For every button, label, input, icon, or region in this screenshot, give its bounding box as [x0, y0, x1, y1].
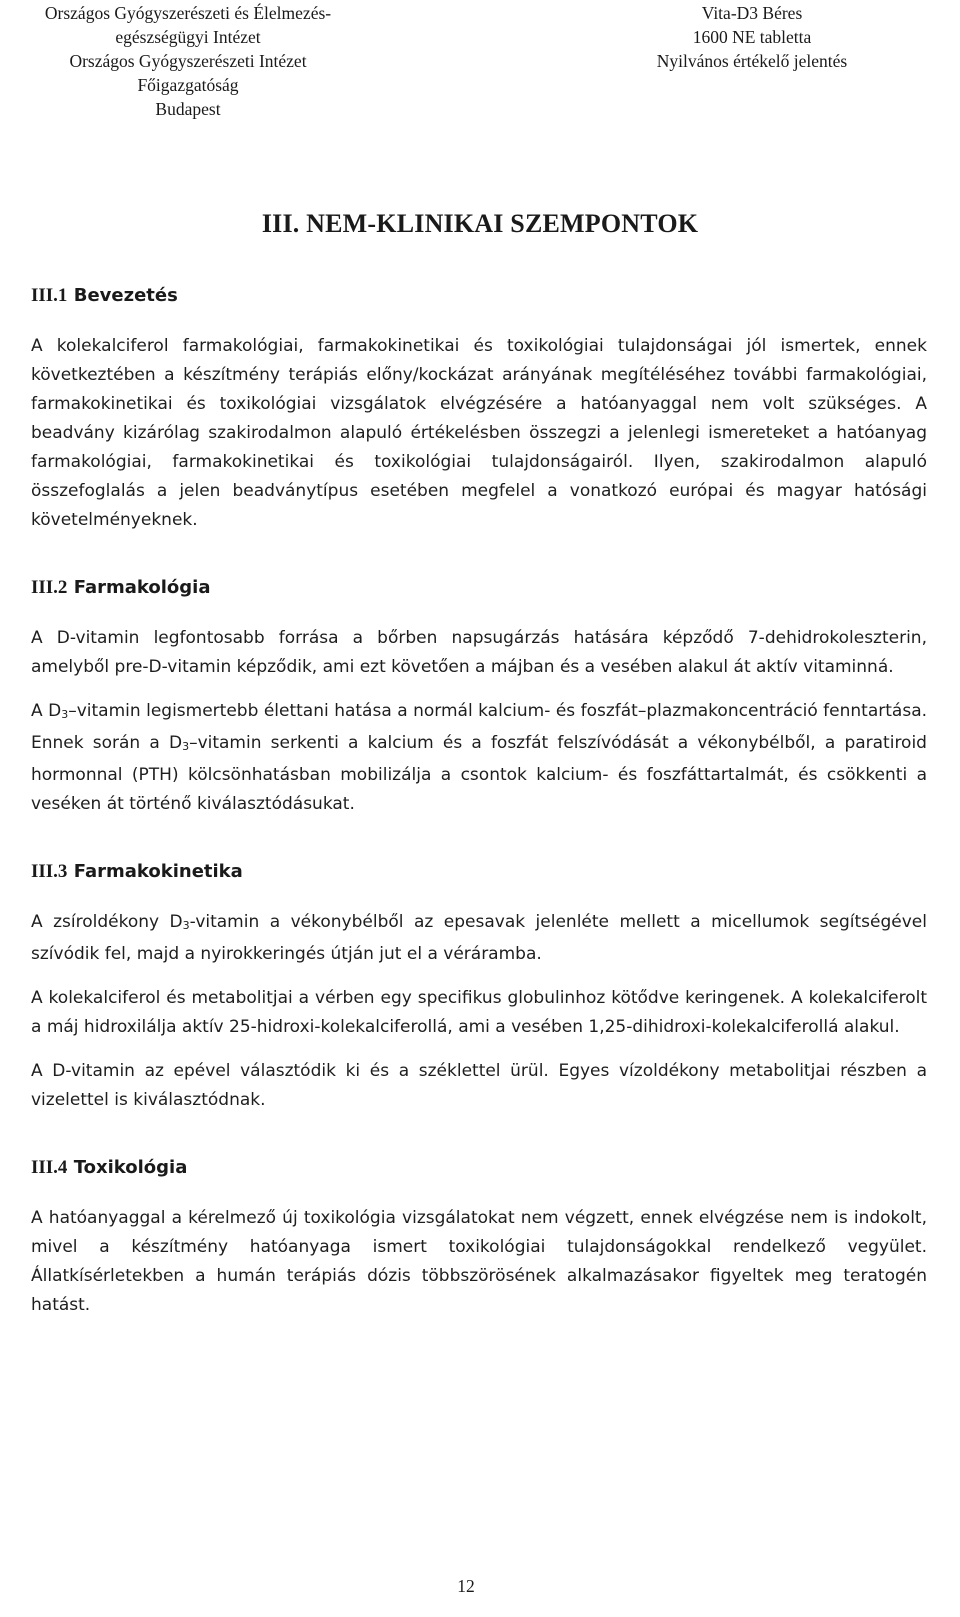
- text-run: –vitamin legismertebb élettani hatása a normál kalcium- és foszfát–plazmakoncentráció fenntartása. Ennek során a D: [31, 701, 928, 753]
- text-run: -vitamin a vékonybélből az epesavak jelenléte mellett a micellumok segítségével szívódik fel, majd a nyirokkeringés útján jut el a véráramba.: [31, 912, 927, 964]
- paragraph: A D-vitamin legfontosabb forrása a bőrben napsugárzás hatására képződő 7-dehidrokoleszterin, amelyből pre-D-vitamin képződik, ami ezt követően a májban és a vesében alakul át aktív vitaminná.: [31, 628, 927, 677]
- text-run: A zsíroldékony D: [31, 912, 183, 932]
- section-heading-introduction: [31, 281, 927, 310]
- section-number: III.4: [31, 1157, 68, 1178]
- section-title-text: Toxikológia: [73, 1157, 188, 1178]
- subscript: 3: [61, 708, 69, 721]
- header-authority: [18, 1, 358, 121]
- section-title-text: Farmakológia: [73, 577, 211, 598]
- text-run: A D: [31, 701, 62, 721]
- header-product: [602, 1, 902, 73]
- text-run: –vitamin serkenti a kalcium és a foszfát felszívódását a vékonybélből, a paratiroid hormonnal (PTH) kölcsönhatásban mobilizálja a csontok kalcium- és foszfáttartalmát, és csökkenti a veséken át történő kiválasztódásukat.: [31, 733, 927, 814]
- paragraph: [31, 908, 927, 969]
- paragraph: A kolekalciferol farmakológiai, farmakokinetikai és toxikológiai tulajdonságai jól ismertek, ennek következtében a készítmény terápiás előny/kockázat arányának megítéléséhez további farmakológiai, farmakokinetikai és toxikológiai vizsgálatok elvégzésére a hatóanyaggal nem volt szükséges. A beadvány kizárólag szakirodalmon alapuló értékelésben összegzi a jelenlegi ismereteket a hatóanyag farmakológiai, farmakokinetikai és toxikológiai tulajdonságairól. Ilyen, szakirodalmon alapuló összefoglalás a jelen beadványtípus esetében megfelel a vonatkozó európai és magyar hatósági követelményeknek.: [31, 336, 927, 530]
- header-left-line-2: egészségügyi Intézet: [115, 27, 261, 47]
- header-left-line-1: Országos Gyógyszerészeti és Élelmezés-: [44, 3, 332, 23]
- paragraph: A kolekalciferol és metabolitjai a vérben egy specifikus globulinhoz kötődve keringenek. A kolekalciferolt a máj hidroxilálja aktív 25-hidroxi-kolekalciferollá, ami a vesében 1,25-dihidroxi-kolekalciferollá alakul.: [31, 988, 927, 1037]
- header-left-line-3: Országos Gyógyszerészeti Intézet: [69, 51, 307, 71]
- paragraph: [31, 697, 927, 819]
- subscript: 3: [182, 740, 190, 753]
- section-title-text: Farmakokinetika: [73, 861, 243, 882]
- subscript: 3: [182, 919, 190, 932]
- paragraph: A D-vitamin az epével választódik ki és a széklettel ürül. Egyes vízoldékony metabolitjai részben a vizelettel is kiválasztódnak.: [31, 1061, 927, 1110]
- header-right-line-1: Vita-D3 Béres: [701, 3, 803, 23]
- page-title: III. NEM-KLINIKAI SZEMPONTOK: [261, 209, 699, 238]
- section-title-text: Bevezetés: [73, 285, 178, 306]
- section-heading-toxicology: [31, 1153, 927, 1182]
- section-number: III.2: [31, 577, 68, 598]
- section-heading-pharmacology: [31, 573, 927, 602]
- page-number: 12: [457, 1576, 475, 1596]
- section-number: III.1: [31, 285, 68, 306]
- document-body: [31, 281, 927, 1320]
- section-number: III.3: [31, 861, 68, 882]
- header-right-line-2: 1600 NE tabletta: [692, 27, 812, 47]
- section-heading-pharmacokinetics: [31, 857, 927, 886]
- header-left-line-5: Budapest: [155, 99, 221, 119]
- header-left-line-4: Főigazgatóság: [137, 75, 239, 95]
- header-right-line-3: Nyilvános értékelő jelentés: [656, 51, 848, 71]
- paragraph: A hatóanyaggal a kérelmező új toxikológia vizsgálatokat nem végzett, ennek elvégzése nem is indokolt, mivel a készítmény hatóanyaga ismert toxikológiai tulajdonságokkal rendelkező vegyület. Állatkísérletekben a humán terápiás dózis többszörösének alkalmazásakor figyeltek meg teratogén hatást.: [31, 1208, 927, 1315]
